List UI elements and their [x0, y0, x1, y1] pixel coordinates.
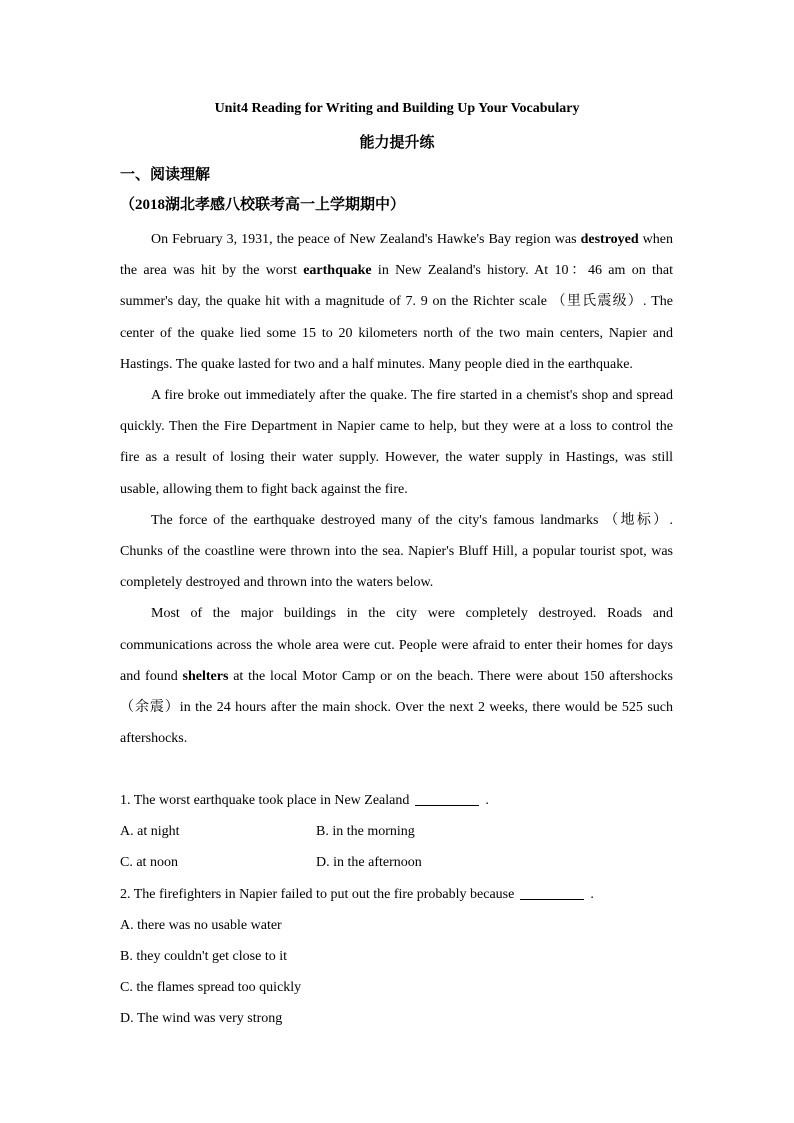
paragraph-1	[120, 224, 673, 380]
question-1-options-row	[120, 816, 673, 847]
question-text: 1. The worst earthquake took place in New Zealand	[120, 793, 410, 808]
question-2-stem	[120, 879, 673, 910]
option-d[interactable]: D. The wind was very strong	[120, 1011, 283, 1027]
document-subtitle: 能力提升练	[359, 135, 435, 151]
document-title: Unit4 Reading for Writing and Building Up Your Vocabulary	[214, 101, 580, 116]
paragraph-text: Most of the major buildings in the city were completely destroyed. Roads and communications across the whole area were cut. People were afraid to enter their homes for days and found	[120, 606, 673, 684]
paragraph-2: A fire broke out immediately after the quake. The fire started in a chemist's shop and spread quickly. Then the Fire Department in Napier came to help, but they were at a loss to control the fire as a result of losing their water supply. However, the water supply in Hastings, was still usable, allowing them to fight back against the fire.	[120, 388, 673, 497]
paragraph-text: in New Zealand's history. At 10：46 am on that summer's day, the quake hit with a magnitude of 7. 9 on the Richter scale （里氏震级）. The center of the quake lied some 15 to 20 kilometers north of the two main centers, Napier and Hastings. The quake lasted for two and a half minutes. Many people died in the earthquake.	[120, 263, 673, 372]
option-c[interactable]: C. at noon	[120, 855, 178, 871]
option-b[interactable]: B. in the morning	[316, 824, 415, 840]
paragraph-3: The force of the earthquake destroyed many of the city's famous landmarks （地标）. Chunks of the coastline were thrown into the sea. Napier's Bluff Hill, a popular tourist spot, was completely destroyed and thrown into the waters below.	[120, 512, 673, 591]
option-d[interactable]: D. in the afternoon	[316, 855, 422, 871]
option-b[interactable]: B. they couldn't get close to it	[120, 948, 287, 964]
answer-blank	[520, 886, 584, 900]
reading-passage	[120, 224, 673, 754]
paragraph-text: On February 3, 1931, the peace of New Zealand's Hawke's Bay region was	[151, 232, 581, 247]
question-text: 2. The firefighters in Napier failed to put out the fire probably because	[120, 886, 515, 902]
passage-source: （2018湖北孝感八校联考高一上学期期中）	[120, 197, 406, 213]
question-1-options-row	[120, 847, 673, 878]
option-a[interactable]: A. at night	[120, 824, 180, 840]
bold-word: destroyed	[580, 232, 639, 247]
question-end: .	[485, 793, 489, 808]
answer-blank	[415, 792, 479, 806]
paragraph-4	[120, 598, 673, 754]
option-c[interactable]: C. the flames spread too quickly	[120, 980, 302, 996]
paragraph-text: at the local Motor Camp or on the beach. There were about 150 aftershocks （余震）in the 24 hours after the main shock. Over the next 2 weeks, there would be 525 such aftershocks.	[120, 668, 673, 747]
question-1-stem	[120, 785, 673, 816]
bold-word: shelters	[182, 668, 229, 684]
option-a[interactable]: A. there was no usable water	[120, 917, 282, 933]
section-heading: 一、阅读理解	[120, 167, 211, 183]
bold-word: earthquake	[303, 263, 372, 279]
question-end: .	[590, 886, 594, 902]
question-list	[120, 785, 673, 1035]
paragraph-text: when the area was hit by the worst	[120, 232, 674, 279]
